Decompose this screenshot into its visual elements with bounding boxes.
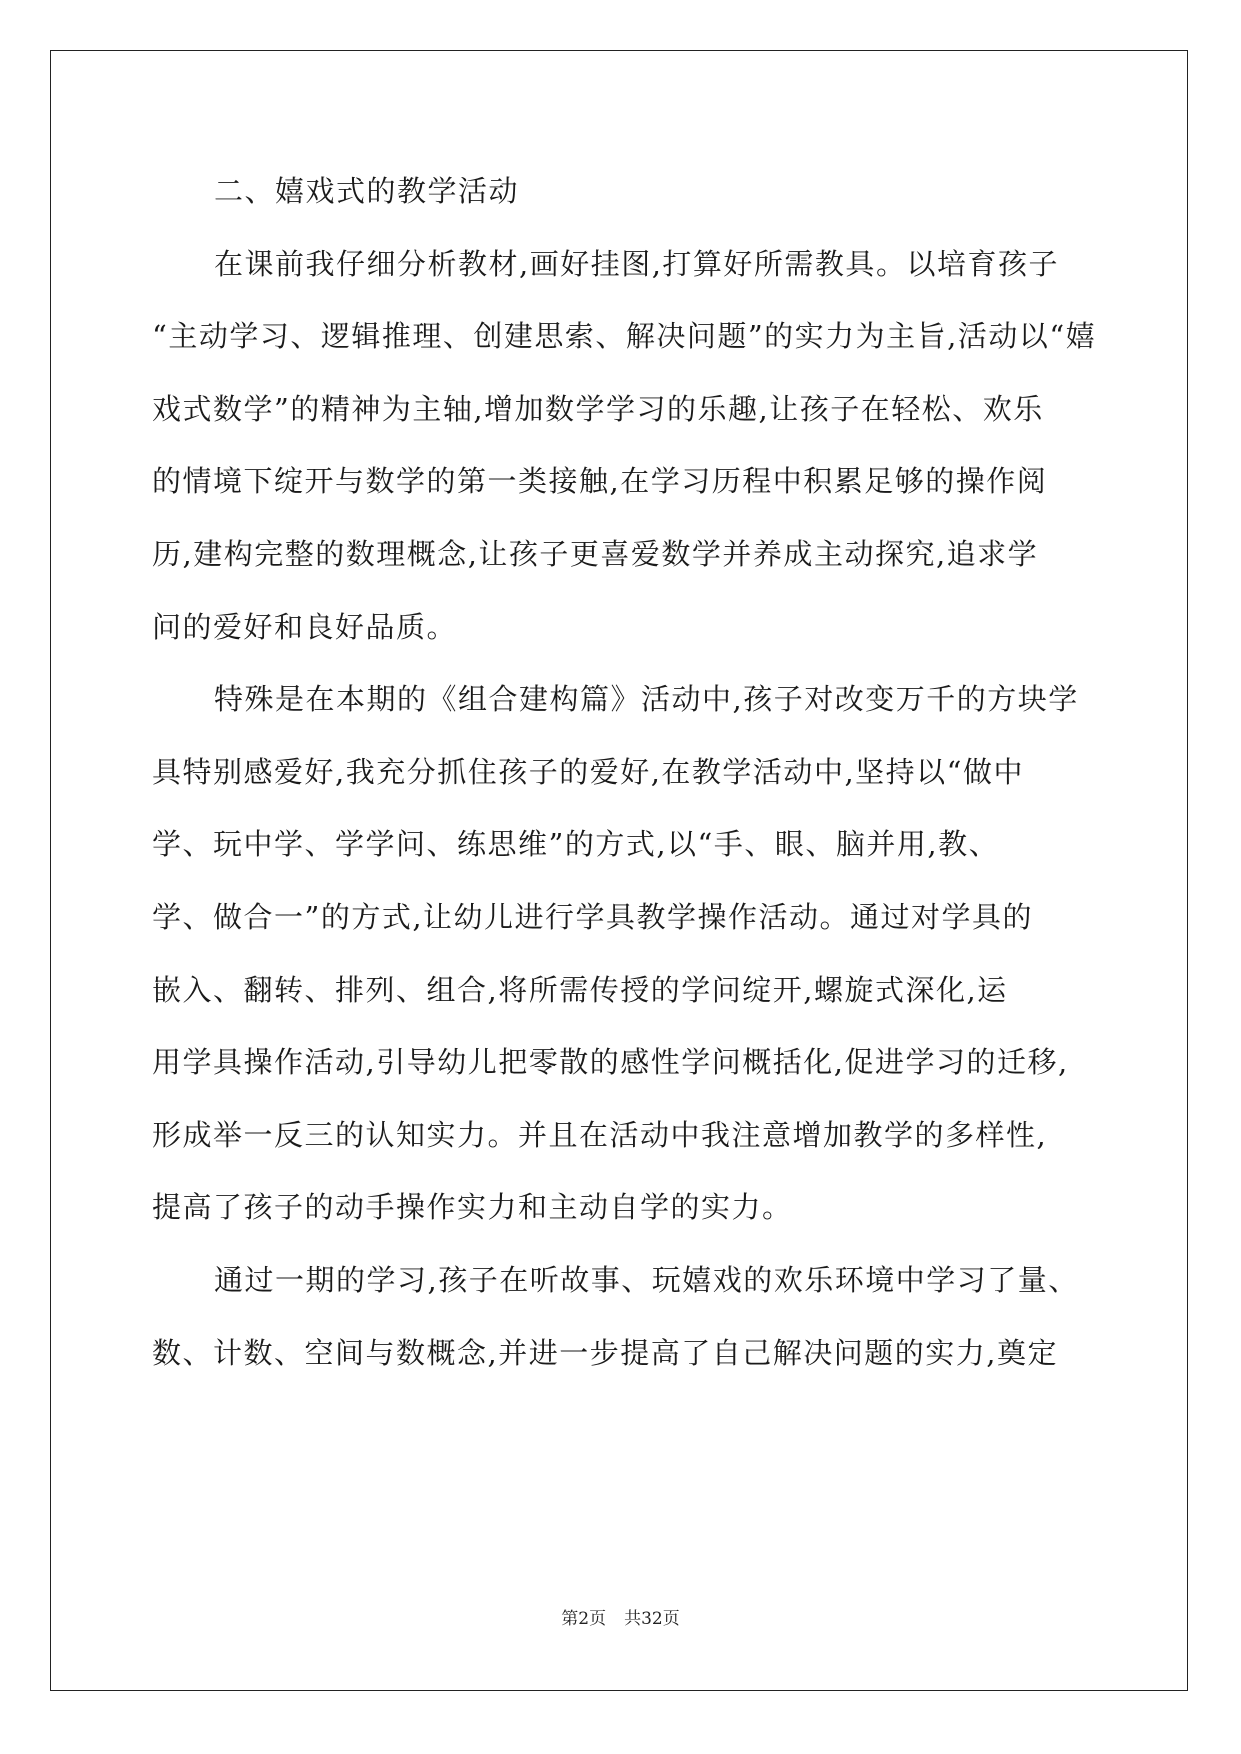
paragraph-line: 嵌入、翻转、排列、组合,将所需传授的学问绽开,螺旋式深化,运 bbox=[152, 972, 1008, 1007]
page-footer bbox=[0, 1604, 1241, 1629]
paragraph-line: 问的爱好和良好品质。 bbox=[152, 609, 458, 644]
paragraph-line: 用学具操作活动,引导幼儿把零散的感性学问概括化,促进学习的迁移, bbox=[152, 1045, 1069, 1080]
document-body bbox=[152, 155, 1097, 1389]
paragraph-line: 学、玩中学、学学问、练思维”的方式,以“手、眼、脑并用,教、 bbox=[152, 827, 1000, 862]
paragraph-line: 戏式数学”的精神为主轴,增加数学学习的乐趣,让孩子在轻松、欢乐 bbox=[152, 391, 1044, 426]
paragraph-line: 学、做合一”的方式,让幼儿进行学具教学操作活动。通过对学具的 bbox=[152, 899, 1034, 934]
paragraph-line: 特殊是在本期的《组合建构篇》活动中,孩子对改变万千的方块学 bbox=[214, 682, 1079, 717]
paragraph-line: 数、计数、空间与数概念,并进一步提高了自己解决问题的实力,奠定 bbox=[152, 1335, 1058, 1370]
paragraph-line: 通过一期的学习,孩子在听故事、玩嬉戏的欢乐环境中学习了量、 bbox=[214, 1262, 1079, 1297]
paragraph-line: 的情境下绽开与数学的第一类接触,在学习历程中积累足够的操作阅 bbox=[152, 464, 1048, 499]
paragraph-line: 历,建构完整的数理概念,让孩子更喜爱数学并养成主动探究,追求学 bbox=[152, 536, 1039, 571]
paragraph-line: 具特别感爱好,我充分抓住孩子的爱好,在教学活动中,坚持以“做中 bbox=[152, 754, 1024, 789]
paragraph-line: “主动学习、逻辑推理、创建思索、解决问题”的实力为主旨,活动以“嬉 bbox=[152, 319, 1097, 354]
page-number-total: 共32页 bbox=[624, 1609, 680, 1629]
paragraph-line: 提高了孩子的动手操作实力和主动自学的实力。 bbox=[152, 1190, 793, 1225]
paragraph-line: 形成举一反三的认知实力。并且在活动中我注意增加教学的多样性, bbox=[152, 1117, 1048, 1152]
section-heading: 二、嬉戏式的教学活动 bbox=[214, 174, 520, 208]
paragraph-line: 在课前我仔细分析教材,画好挂图,打算好所需教具。以培育孩子 bbox=[214, 246, 1059, 281]
page-number-current: 第2页 bbox=[561, 1609, 607, 1629]
